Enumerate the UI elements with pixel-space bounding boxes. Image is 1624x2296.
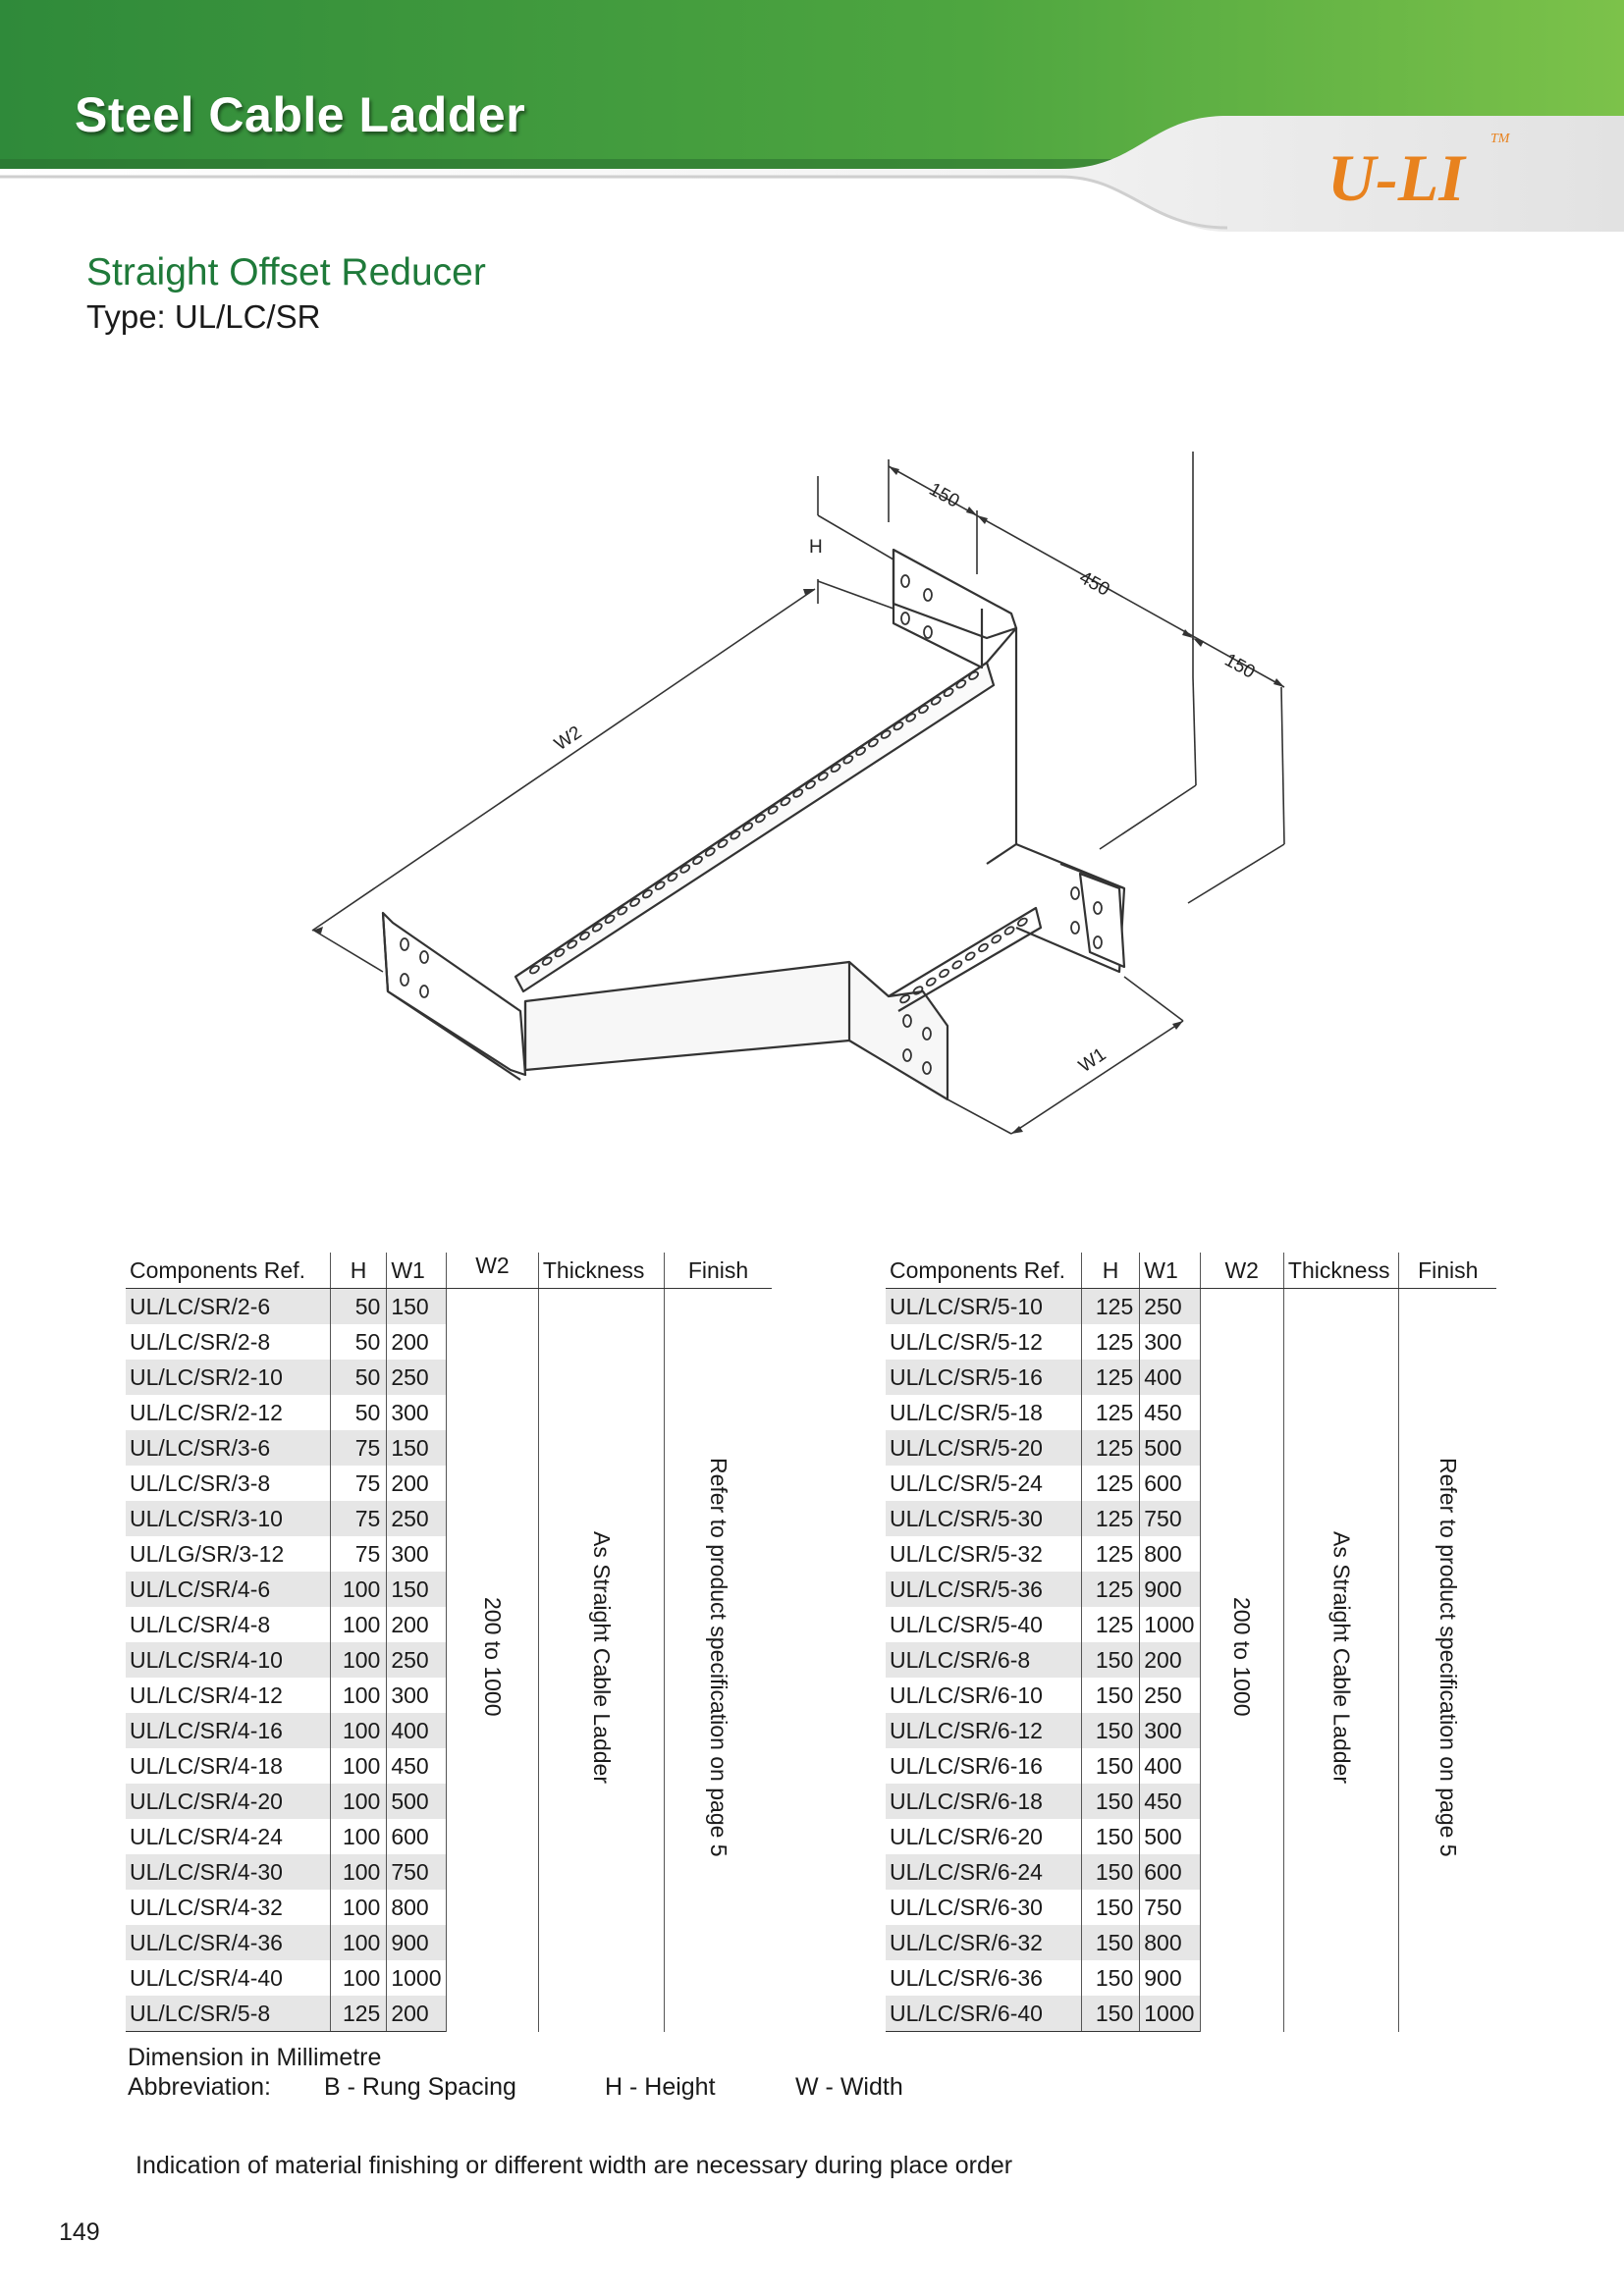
height-value: 150 xyxy=(1081,1996,1139,2032)
component-ref: UL/LC/SR/4-8 xyxy=(130,1611,271,1637)
finish-note-cell xyxy=(665,1289,773,2032)
height-value: 75 xyxy=(330,1501,387,1536)
width-w1-value: 800 xyxy=(387,1890,447,1925)
height-value: 125 xyxy=(1081,1395,1139,1430)
component-ref: UL/LC/SR/5-8 xyxy=(126,1996,330,2032)
header-h: H xyxy=(330,1253,387,1289)
height-value: 125 xyxy=(1081,1572,1139,1607)
dim-150-left: 150 xyxy=(925,479,963,512)
width-w1-value: 1000 xyxy=(1140,1607,1200,1642)
component-ref: UL/LC/SR/6-40 xyxy=(886,1996,1081,2032)
w2-range-cell xyxy=(447,1289,539,2032)
height-value: 125 xyxy=(1081,1430,1139,1466)
slot-hole xyxy=(939,968,950,979)
component-ref: UL/LC/SR/5-16 xyxy=(886,1360,1081,1395)
component-ref: UL/LC/SR/5-20 xyxy=(886,1430,1081,1466)
component-ref: UL/LC/SR/4-20 xyxy=(126,1784,330,1819)
height-value: 125 xyxy=(1081,1607,1139,1642)
component-ref: UL/LC/SR/4-12 xyxy=(130,1682,283,1708)
component-ref: UL/LC/SR/6-20 xyxy=(890,1823,1043,1849)
width-w1-value: 500 xyxy=(1140,1430,1200,1466)
left-table-body xyxy=(126,1289,772,2032)
order-note: Indication of material finishing or different width are necessary during place order xyxy=(135,2152,1013,2179)
component-ref: UL/LC/SR/2-6 xyxy=(126,1289,330,1325)
finish-note-cell xyxy=(1399,1289,1496,2032)
component-ref: UL/LC/SR/2-12 xyxy=(130,1399,283,1425)
height-value: 150 xyxy=(1081,1819,1139,1854)
width-w1-value: 250 xyxy=(387,1642,447,1678)
component-ref: UL/LC/SR/4-10 xyxy=(126,1642,330,1678)
dimension-note: Dimension in Millimetre xyxy=(128,2044,382,2071)
thickness-note: As Straight Cable Ladder xyxy=(588,1530,615,1784)
product-type: Type: UL/LC/SR xyxy=(86,298,321,335)
component-ref: UL/LC/SR/6-18 xyxy=(886,1784,1081,1819)
width-w1-value: 250 xyxy=(1140,1289,1200,1325)
width-w1-value: 300 xyxy=(1140,1324,1200,1360)
abbreviation-row xyxy=(128,2073,1011,2105)
component-ref: UL/LC/SR/6-12 xyxy=(886,1713,1081,1748)
component-ref: UL/LC/SR/4-18 xyxy=(130,1752,283,1779)
height-value: 150 xyxy=(1081,1713,1139,1748)
width-w1-value: 750 xyxy=(387,1854,447,1890)
thickness-note: As Straight Cable Ladder xyxy=(1328,1530,1355,1784)
height-value: 75 xyxy=(330,1536,387,1572)
width-w1-value: 200 xyxy=(387,1996,447,2032)
height-value: 125 xyxy=(1081,1536,1139,1572)
component-ref: UL/LC/SR/6-10 xyxy=(890,1682,1043,1708)
header-title: Steel Cable Ladder xyxy=(75,87,526,142)
width-w1-value: 1000 xyxy=(387,1960,447,1996)
component-ref: UL/LG/SR/3-12 xyxy=(130,1540,285,1567)
width-w1-value: 300 xyxy=(1140,1713,1200,1748)
brand-logo: U-LI xyxy=(1327,140,1465,215)
height-value: 150 xyxy=(1081,1960,1139,1996)
height-value: 150 xyxy=(1081,1854,1139,1890)
height-value: 125 xyxy=(1081,1360,1139,1395)
dim-150-right: 150 xyxy=(1220,650,1259,683)
slot-hole xyxy=(964,951,976,962)
header-w2: W2 xyxy=(1200,1253,1283,1289)
height-value: 125 xyxy=(1081,1466,1139,1501)
height-value: 125 xyxy=(1081,1289,1139,1325)
component-ref: UL/LC/SR/4-40 xyxy=(130,1964,283,1991)
height-value: 125 xyxy=(1081,1324,1139,1360)
width-w1-value: 450 xyxy=(1140,1784,1200,1819)
height-value: 100 xyxy=(330,1572,387,1607)
abbreviation-width: W - Width xyxy=(795,2073,903,2101)
height-value: 150 xyxy=(1081,1678,1139,1713)
component-ref: UL/LC/SR/4-30 xyxy=(126,1854,330,1890)
height-value: 100 xyxy=(330,1784,387,1819)
width-w1-value: 150 xyxy=(387,1430,447,1466)
header-thickness: Thickness xyxy=(1283,1253,1399,1289)
width-w1-value: 250 xyxy=(1140,1678,1200,1713)
header-components-ref: Components Ref. xyxy=(126,1253,330,1289)
finish-note: Refer to product specification on page 5 xyxy=(1435,1457,1462,1857)
component-ref: UL/LC/SR/5-10 xyxy=(886,1289,1081,1325)
width-w1-value: 300 xyxy=(387,1536,447,1572)
dim-h: H xyxy=(809,537,823,558)
height-value: 50 xyxy=(330,1324,387,1360)
abbreviation-label: Abbreviation: xyxy=(128,2073,271,2101)
reducer-diagram xyxy=(295,452,1316,1158)
width-w1-value: 200 xyxy=(387,1324,447,1360)
trademark-mark: TM xyxy=(1490,132,1510,146)
slot-hole xyxy=(925,977,937,988)
height-value: 75 xyxy=(330,1430,387,1466)
height-value: 100 xyxy=(330,1678,387,1713)
slot-hole xyxy=(978,942,990,953)
width-w1-value: 1000 xyxy=(1140,1996,1200,2032)
dim-450: 450 xyxy=(1075,567,1113,601)
header-thickness: Thickness xyxy=(538,1253,664,1289)
height-value: 125 xyxy=(330,1996,387,2032)
component-ref: UL/LC/SR/5-32 xyxy=(890,1540,1043,1567)
page-number: 149 xyxy=(59,2218,100,2246)
header-w2: W2 xyxy=(447,1253,539,1289)
w2-range: 200 to 1000 xyxy=(479,1597,506,1717)
dim-w2: W2 xyxy=(551,721,586,756)
width-w1-value: 250 xyxy=(387,1360,447,1395)
component-ref: UL/LC/SR/3-8 xyxy=(130,1469,271,1496)
slot-hole xyxy=(951,960,963,971)
height-value: 100 xyxy=(330,1960,387,1996)
w2-range: 200 to 1000 xyxy=(1229,1597,1256,1717)
width-w1-value: 300 xyxy=(387,1678,447,1713)
abbreviation-height: H - Height xyxy=(605,2073,716,2101)
component-ref: UL/LC/SR/6-8 xyxy=(886,1642,1081,1678)
height-value: 100 xyxy=(330,1819,387,1854)
height-value: 150 xyxy=(1081,1748,1139,1784)
height-value: 150 xyxy=(1081,1784,1139,1819)
right-table-body xyxy=(886,1289,1496,2032)
height-value: 100 xyxy=(330,1607,387,1642)
height-value: 125 xyxy=(1081,1501,1139,1536)
component-ref: UL/LC/SR/2-10 xyxy=(126,1360,330,1395)
component-ref: UL/LC/SR/3-10 xyxy=(126,1501,330,1536)
width-w1-value: 500 xyxy=(1140,1819,1200,1854)
component-ref: UL/LC/SR/5-30 xyxy=(886,1501,1081,1536)
width-w1-value: 400 xyxy=(1140,1360,1200,1395)
height-value: 100 xyxy=(330,1713,387,1748)
component-ref: UL/LC/SR/5-36 xyxy=(886,1572,1081,1607)
thickness-note-cell xyxy=(1283,1289,1399,2032)
component-ref: UL/LC/SR/5-18 xyxy=(890,1399,1043,1425)
height-value: 100 xyxy=(330,1890,387,1925)
width-w1-value: 200 xyxy=(387,1466,447,1501)
width-w1-value: 150 xyxy=(387,1572,447,1607)
component-ref: UL/LC/SR/5-24 xyxy=(890,1469,1043,1496)
product-title: Straight Offset Reducer xyxy=(86,251,486,294)
component-ref: UL/LC/SR/2-8 xyxy=(130,1328,271,1355)
width-w1-value: 900 xyxy=(387,1925,447,1960)
width-w1-value: 750 xyxy=(1140,1890,1200,1925)
height-value: 150 xyxy=(1081,1642,1139,1678)
width-w1-value: 600 xyxy=(1140,1466,1200,1501)
component-ref: UL/LC/SR/5-40 xyxy=(890,1611,1043,1637)
header-finish: Finish xyxy=(1399,1253,1496,1289)
table-row xyxy=(126,1289,772,1325)
height-value: 100 xyxy=(330,1642,387,1678)
height-value: 50 xyxy=(330,1360,387,1395)
finish-note: Refer to product specification on page 5 xyxy=(706,1457,731,1857)
component-ref: UL/LC/SR/5-12 xyxy=(890,1328,1043,1355)
header-finish: Finish xyxy=(665,1253,773,1289)
width-w1-value: 600 xyxy=(387,1819,447,1854)
component-ref: UL/LC/SR/6-24 xyxy=(886,1854,1081,1890)
height-value: 100 xyxy=(330,1854,387,1890)
width-w1-value: 200 xyxy=(387,1607,447,1642)
header-components-ref: Components Ref. xyxy=(886,1253,1081,1289)
header-w1: W1 xyxy=(1140,1253,1200,1289)
width-w1-value: 800 xyxy=(1140,1925,1200,1960)
component-ref: UL/LC/SR/4-36 xyxy=(126,1925,330,1960)
component-ref: UL/LC/SR/4-24 xyxy=(130,1823,283,1849)
width-w1-value: 300 xyxy=(387,1395,447,1430)
height-value: 150 xyxy=(1081,1890,1139,1925)
component-ref: UL/LC/SR/4-16 xyxy=(126,1713,330,1748)
component-ref: UL/LC/SR/3-6 xyxy=(126,1430,330,1466)
component-ref: UL/LC/SR/6-16 xyxy=(890,1752,1043,1779)
width-w1-value: 200 xyxy=(1140,1642,1200,1678)
width-w1-value: 150 xyxy=(387,1289,447,1325)
component-ref: UL/LC/SR/6-36 xyxy=(890,1964,1043,1991)
table-row xyxy=(886,1289,1496,1325)
width-w1-value: 500 xyxy=(387,1784,447,1819)
abbreviation-rung-spacing: B - Rung Spacing xyxy=(324,2073,516,2101)
width-w1-value: 250 xyxy=(387,1501,447,1536)
width-w1-value: 750 xyxy=(1140,1501,1200,1536)
header-h: H xyxy=(1081,1253,1139,1289)
component-ref: UL/LC/SR/4-6 xyxy=(126,1572,330,1607)
height-value: 100 xyxy=(330,1925,387,1960)
thickness-note-cell xyxy=(538,1289,664,2032)
width-w1-value: 450 xyxy=(1140,1395,1200,1430)
width-w1-value: 400 xyxy=(387,1713,447,1748)
height-value: 50 xyxy=(330,1289,387,1325)
width-w1-value: 600 xyxy=(1140,1854,1200,1890)
w2-range-cell xyxy=(1200,1289,1283,2032)
width-w1-value: 900 xyxy=(1140,1572,1200,1607)
component-ref: UL/LC/SR/6-32 xyxy=(886,1925,1081,1960)
component-ref: UL/LC/SR/6-30 xyxy=(890,1894,1043,1920)
height-value: 100 xyxy=(330,1748,387,1784)
components-table-right xyxy=(886,1253,1496,2032)
width-w1-value: 400 xyxy=(1140,1748,1200,1784)
dim-w1: W1 xyxy=(1075,1043,1110,1078)
width-w1-value: 900 xyxy=(1140,1960,1200,1996)
header-w1: W1 xyxy=(387,1253,447,1289)
width-w1-value: 800 xyxy=(1140,1536,1200,1572)
height-value: 50 xyxy=(330,1395,387,1430)
slot-hole xyxy=(991,934,1002,944)
components-table-left xyxy=(126,1253,772,2032)
component-ref: UL/LC/SR/4-32 xyxy=(130,1894,283,1920)
height-value: 150 xyxy=(1081,1925,1139,1960)
height-value: 75 xyxy=(330,1466,387,1501)
width-w1-value: 450 xyxy=(387,1748,447,1784)
